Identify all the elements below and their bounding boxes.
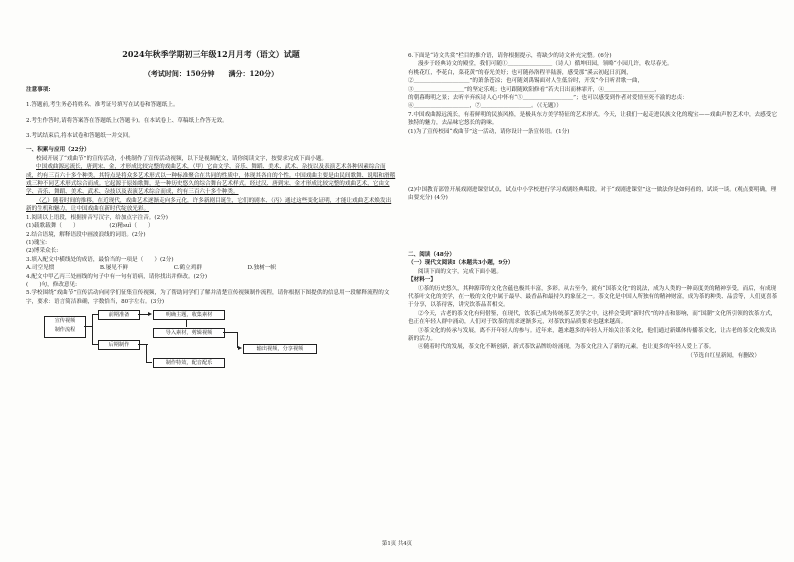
q6-line-4: ③＿＿＿＿＿＿＿＿＿”的坚定乐观；也可跟随欧阳修看“若夫日出而林霏开，④＿＿＿＿＿＿＿＿＿， xyxy=(408,86,660,93)
right-column xyxy=(408,0,780,360)
q6-line-3: ②＿＿＿＿＿＿＿＿＿＿”的萧条苍凉；也可随刘禹锡面对人生低谷时，开发“今日听君歌一曲， xyxy=(408,78,644,85)
flow-step-import: 导入素材，剪辑视频 xyxy=(153,328,225,338)
notice-2: 2.考生作答时,请将答案答在答题纸上(答题卡)。在本试卷上、草稿纸上作答无效。 xyxy=(26,117,228,124)
option-a: A.司空见惯 xyxy=(26,265,55,272)
question-5: 5.学校围绕“戏曲节”宣传活动向同学们征集宣传视频，为了帮助同学们了解并清楚宣传视频制作流程，请你根据下图提供的信息用一段解释流程的文字，要求：语言简洁准确，字数恰当，80字左右。(3分) xyxy=(26,290,390,305)
flow-root: 宣传视频 制作流程 xyxy=(44,316,86,338)
section-1-intro: 校园开展了“戏曲节”的宣传活动，小桃制作了宣传活动视频，以下是视频配文，请你阅读文字，按要求完成下面小题。 xyxy=(36,155,328,162)
question-4-answer: ( )句，修改意见: xyxy=(26,281,77,288)
question-1-items: (1)载歌载舞（ ） (2)精suǐ（ ） xyxy=(26,223,154,230)
section-1-heading: 一、积累与应用（22分） xyxy=(26,147,90,154)
passage-para-1: 中国戏曲源远流长，唐到宋、金，才形成比较完整的戏曲艺术，（甲）它由文学、音乐、舞蹈、美术、武术、杂技以及表演艺术各种因素综合而成，约有三百六十多个种类，其特点是将众多艺术形式以一种标准聚合在共同的性质中，体现其各自的个性。中国戏曲主要是由民间歌舞、说唱和滑稽戏三种不同艺术形式综合而成。它起源于原始歌舞，是一种历史悠久的综合舞台艺术样式。经过汉、唐到宋、金才形成比较完整的戏曲艺术，它由文学、音乐、舞蹈、美术、武术、杂技以及表演艺术综合而成，约有三百六十多个种类。 xyxy=(26,164,396,196)
notice-heading: 注意事项: xyxy=(26,86,51,93)
exam-title: 2024年秋季学期初三年级12月月考（语文）试题 xyxy=(122,49,300,59)
page-footer: 第1页 共4页 xyxy=(381,541,413,547)
option-d: D.独树一帜 xyxy=(247,265,276,272)
reading-source: （节选自红星新闻，有删改） xyxy=(687,352,760,359)
question-1: 1.阅读以上语段，根据拼音写汉字，给加点字注音。(2分) xyxy=(26,214,168,221)
section-2-sub1: （一）现代文阅读Ⅰ（本题共3小题，9分） xyxy=(408,260,514,267)
notice-1: 1.答题前,考生务必将姓名、准考证号填写在试卷和答题纸上。 xyxy=(26,102,179,109)
exam-subtitle: （考试时间：150分钟 满分：120分） xyxy=(143,69,279,79)
reading-para-4: ④随着时代的发展，茶文化不断创新，新式茶饮品牌纷纷涌现，为茶文化注入了新的元素，也让更多的年轻人爱上了茶。 xyxy=(418,344,715,351)
notice-3: 3.考试结束后,将本试卷和答题纸一并交回。 xyxy=(26,133,134,140)
question-7: 7.中国戏曲源远流长，有着鲜明的民族风格，是极具东方美学特征的艺术形式。今天，让我们一起走进民族文化的瑰宝——戏曲声腔艺术中，去感受它独特的魅力，去品味它悠长的韵味。 xyxy=(408,111,777,127)
reading-para-1: ①茶的历史悠久，其种源带的文化含蕴也极其丰富，多彩。从古至今，就有“国茶文化”的说法，成为人类的一种高度美的精神享受，而后，有成现代茶叶文化的美学，在一般的文化中属于最早、最香品和最持久的象征之一。茶文化是中国人所独有的精神财富，成为茶的种类、品尝等，人们更喜茶于分享，以茶待客，讲究饮茶品茗相交。 xyxy=(408,285,778,309)
question-2-a: (1)瑰宝: xyxy=(26,239,47,246)
question-7-1: (1)为了宣传校园“戏曲节”这一活动，请你设计一条宣传语。(1分) xyxy=(408,128,570,135)
material-1-heading: 【材料一】 xyxy=(408,277,436,284)
flow-step-output: 输出视频，分享视频 xyxy=(243,344,317,354)
question-4: 4.配文中甲乙丙三处画线的句子中有一句有语病，请你找出并修改。(2分) xyxy=(26,273,208,280)
q6-line-6: ⑥＿＿＿＿＿＿＿＿＿＿，⑦＿＿＿＿＿＿＿＿＿。（《无题》） xyxy=(408,103,562,110)
flow-stage-pre: 前期准备 xyxy=(98,310,140,320)
reading-intro: 阅读下面的文字，完成下面小题。 xyxy=(418,268,502,275)
flowchart xyxy=(26,310,396,390)
option-b: B.屡见不鲜 xyxy=(99,265,129,272)
flow-stage-post: 后期制作 xyxy=(98,340,140,350)
question-3: 3.填入配文中横线处的成语，最恰当的一项是（ ）(2分) xyxy=(26,256,174,263)
passage-para-2: （乙）随着时间的推移，在近现代，戏曲艺术逐渐走向多元化，许多新剧目诞生，它们的剧本、（丙）通过这些变化证明，才能让戏曲艺术焕发出新的生机和魅力，让中国戏曲在新时代绽放光彩。 xyxy=(26,197,392,213)
q6-line-2: 有桃花红，李花白，菜花黄”的春光美好；也可随孙洛程羊陆游，感受那“溪云初起日沉阁， xyxy=(408,69,632,76)
flow-step-effects: 制作特效，配音配乐 xyxy=(153,358,225,368)
flow-step-theme: 明确主题，收集素材 xyxy=(153,310,225,320)
option-c: C.鹤立鸡群 xyxy=(173,265,202,272)
left-column xyxy=(26,0,396,390)
question-7-2: (2)中国教育部曾开展戏剧进课堂试点，试点中小学校进行学习戏剧经典唱段。对于“戏剧进课堂”这一做法你是如何看的，试谈一谈。(观点要明确，理由要充分) (4分) xyxy=(408,187,777,202)
question-6: 6.下面是“诗文共赏”栏目的推介语，请你根据提示，将缺少的诗文补充完整。(6分) xyxy=(408,53,612,59)
q6-line-1: 漫步于经典诗文的殿堂，我们可随①＿＿＿＿＿＿＿＿（诗人）循坤田园，领略“小园几许，收尽春光。 xyxy=(418,61,673,68)
question-3-options xyxy=(26,264,276,272)
question-2-b: (2)博采众长: xyxy=(26,248,59,255)
q6-line-5: 的朝暮晦明之景；去听辛弃疾诗人心中怀有“⑤＿＿＿＿＿＿＿＿＿”；也可以感受到作者对爱情至死不渝的忠贞： xyxy=(408,95,688,102)
reading-para-3: ③茶文化的传承与发展，离不开年轻人的参与。近年来，越来越多的年轻人开始关注茶文化，他们通过新媒体传播茶文化，让古老的茶文化焕发出新的活力。 xyxy=(408,327,777,342)
reading-para-2: ②今天，古老的茶文化有何借鉴，在现代，饮茶已成为传统茶艺美学之中，这样会受到“新时代”的冲击和影响，而“国潮”文化所引领的饮茶方式，也正在年轻人群中涌动，人们对于饮茶的需求逐渐多元，对茶饮的品质要求也越来越高。 xyxy=(408,310,777,326)
question-2: 2.结合语境，解释语段中画波浪线的词语。(2分) xyxy=(26,231,146,238)
section-2-heading: 二、阅读（48分） xyxy=(408,251,455,258)
